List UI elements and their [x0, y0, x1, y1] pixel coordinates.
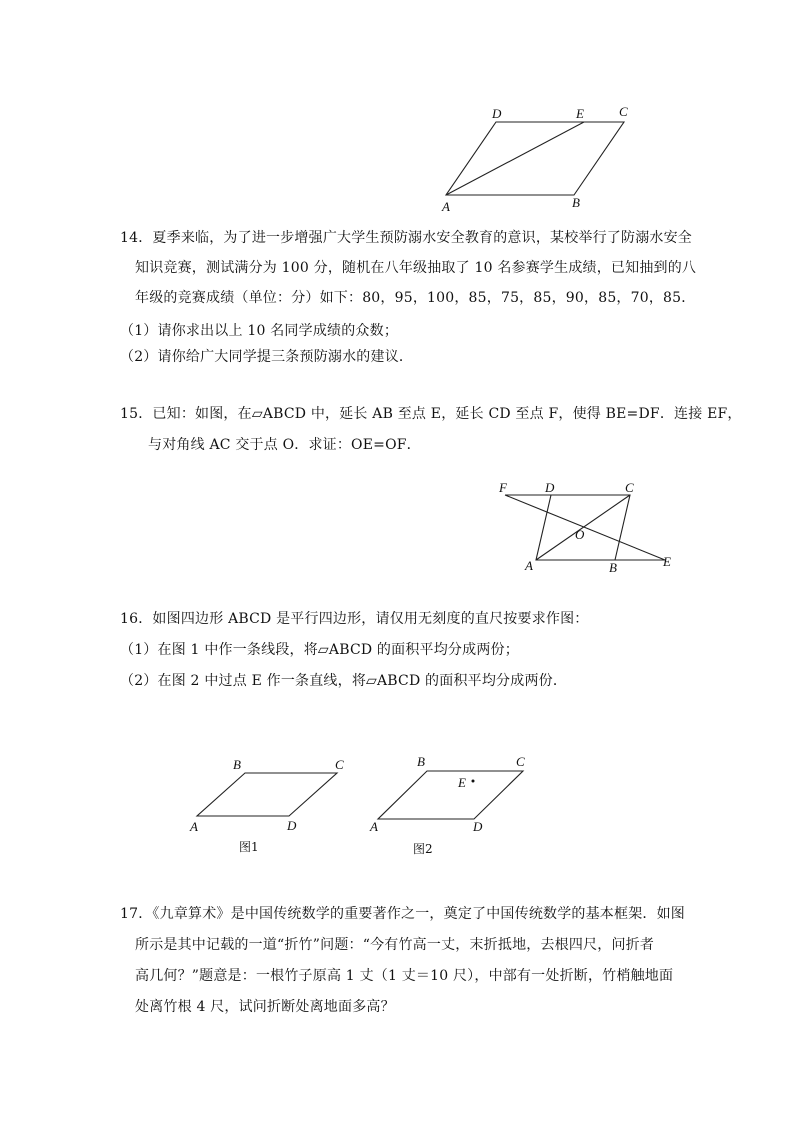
label-a: A — [190, 819, 198, 834]
figure-2-caption: 图2 — [413, 842, 433, 856]
figure-1-caption: 图1 — [239, 840, 259, 854]
label-b: B — [609, 560, 617, 575]
label-d: D — [545, 480, 555, 495]
label-d: D — [287, 818, 297, 833]
label-e: E — [576, 106, 584, 121]
label-o: O — [575, 527, 585, 542]
label-f: F — [499, 480, 507, 495]
label-c: C — [619, 104, 628, 119]
q15-line1: 15．已知：如图，在▱ABCD 中，延长 AB 至点 E，延长 CD 至点 F，使得 BE=DF．连接 EF， — [120, 406, 742, 422]
segment-ae — [446, 122, 584, 195]
label-a: A — [525, 558, 533, 573]
label-e: E — [458, 775, 466, 790]
q17-line3: 高几何？”题意是：一根竹子原高 1 丈（1 丈＝10 尺），中部有一处折断，竹梢触地面 — [135, 968, 674, 984]
q17-line2: 所示是其中记载的一道“折竹”问题：“今有竹高一丈，末折抵地，去根四尺，问折者 — [135, 937, 655, 953]
segment-ef — [505, 495, 665, 560]
figure-parallelogram-ae — [430, 100, 650, 215]
figure-2 — [365, 750, 545, 860]
label-b: B — [233, 757, 241, 772]
q16-line1: 16．如图四边形 ABCD 是平行四边形，请仅用无刻度的直尺按要求作图： — [120, 611, 589, 627]
parallelogram-abcd — [378, 771, 523, 819]
parallelogram-abcd — [197, 773, 337, 816]
label-c: C — [625, 480, 634, 495]
label-b: B — [417, 754, 425, 769]
label-d: D — [473, 819, 483, 834]
label-b: B — [572, 195, 580, 210]
figure-q15 — [495, 478, 685, 578]
q16-part2: （2）在图 2 中过点 E 作一条直线，将▱ABCD 的面积平均分成两份． — [120, 673, 568, 689]
point-e — [472, 780, 475, 783]
figure-1 — [185, 752, 365, 857]
q16-part1: （1）在图 1 中作一条线段，将▱ABCD 的面积平均分成两份； — [120, 642, 519, 658]
label-c: C — [516, 754, 525, 769]
q14-part1: （1）请你求出以上 10 名同学成绩的众数； — [120, 323, 399, 339]
label-c: C — [335, 757, 344, 772]
parallelogram-abcd — [446, 122, 624, 195]
label-d: D — [492, 106, 502, 121]
q17-line1: 17．《九章算术》是中国传统数学的重要著作之一，奠定了中国传统数学的基本框架．如图 — [120, 906, 686, 922]
label-a: A — [442, 199, 450, 214]
q14-line3: 年级的竞赛成绩（单位：分）如下：80，95，100，85，75，85，90，85，70，85． — [135, 290, 696, 306]
q14-part2: （2）请你给广大同学提三条预防溺水的建议． — [120, 349, 414, 365]
q17-line4: 处离竹根 4 尺，试问折断处离地面多高？ — [135, 999, 395, 1015]
label-a: A — [370, 819, 378, 834]
q14-line1: 14．夏季来临，为了进一步增强广大学生预防溺水安全教育的意识，某校举行了防溺水安全 — [120, 230, 693, 246]
label-e: E — [663, 554, 671, 569]
q15-line2: 与对角线 AC 交于点 O．求证：OE=OF． — [148, 437, 421, 453]
q14-line2: 知识竞赛，测试满分为 100 分，随机在八年级抽取了 10 名参赛学生成绩，已知抽到的八 — [135, 260, 697, 276]
